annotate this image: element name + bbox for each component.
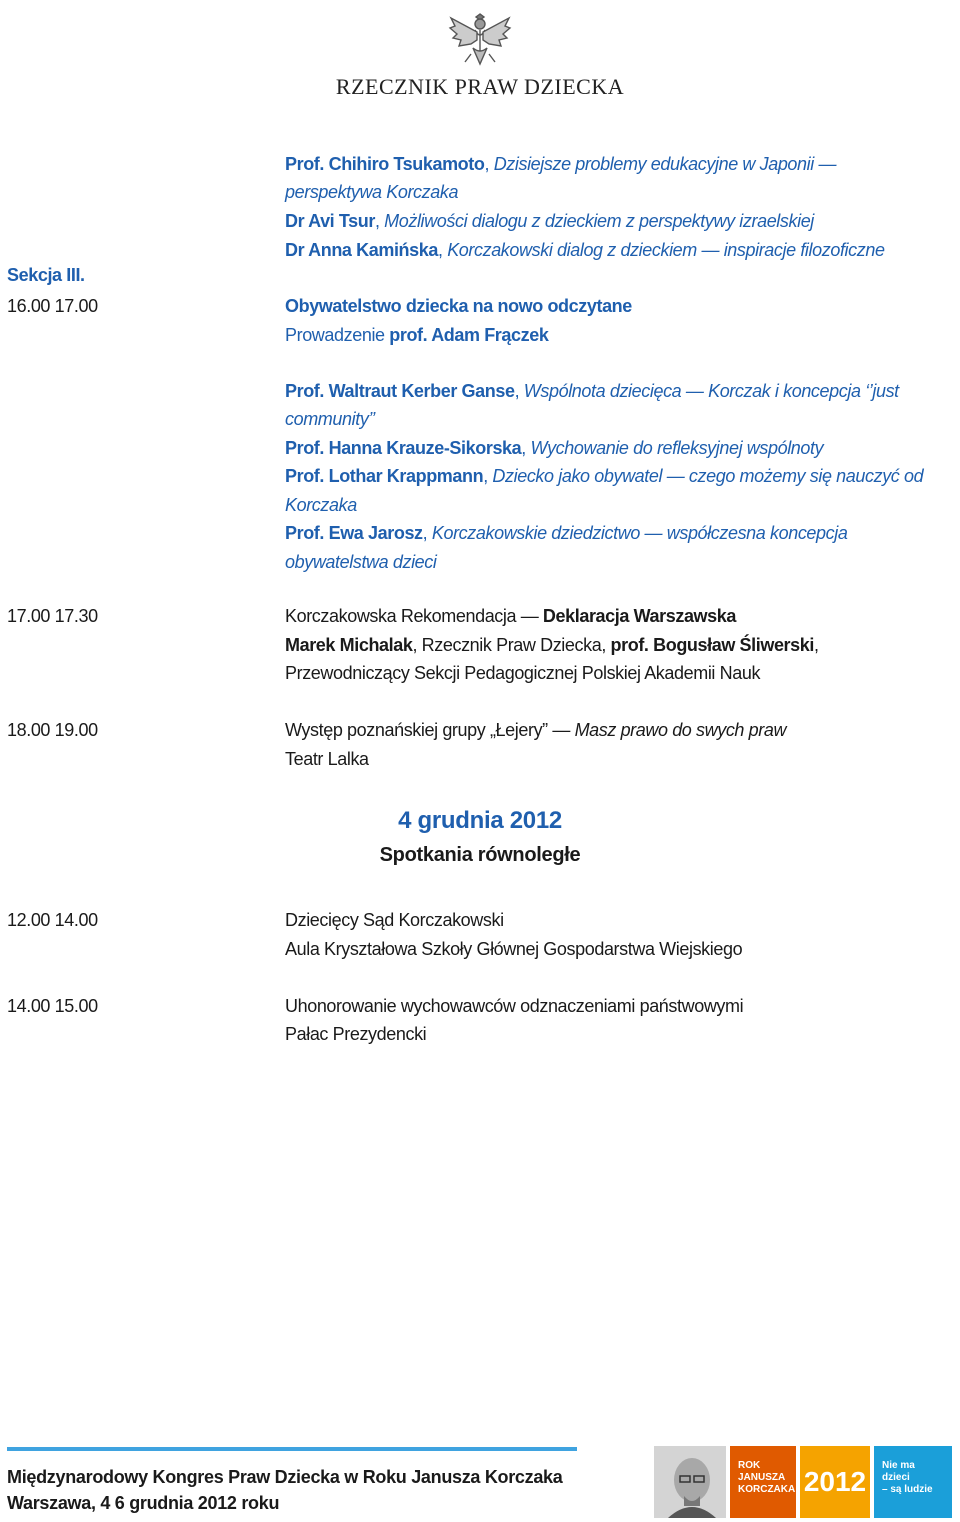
time-slot-1: 16.00 17.00	[7, 296, 98, 316]
white-eagle-emblem-icon	[447, 4, 513, 70]
talk-title-continued: Korczaka	[285, 495, 357, 515]
speaker-tsukamoto: Prof. Chihiro Tsukamoto, Dzisiejsze problemy edukacyjne w Japonii —	[285, 154, 837, 174]
korczak-portrait-image	[654, 1446, 726, 1518]
footer-congress-title: Międzynarodowy Kongres Praw Dziecka w Roku Janusza Korczaka	[7, 1467, 563, 1487]
section-title: Obywatelstwo dziecka na nowo odczytane	[285, 296, 632, 316]
talk-title-continued: perspektywa Korczaka	[285, 182, 459, 202]
event-honours: Uhonorowanie wychowawców odznaczeniami państwowymi	[285, 996, 744, 1016]
speaker-krappmann: Prof. Lothar Krappmann, Dziecko jako obywatel — czego możemy się nauczyć od	[285, 466, 924, 486]
day-date: 4 grudnia 2012	[398, 807, 562, 834]
banner-year: 2012	[800, 1446, 870, 1518]
header-title: RZECZNIK PRAW DZIECKA	[335, 74, 625, 99]
event-performance-venue: Teatr Lalka	[285, 749, 369, 769]
talk-title-continued: community’’	[285, 409, 375, 429]
korczak-year-banner	[654, 1446, 952, 1518]
event-declaration-affiliation: Przewodniczący Sekcji Pedagogicznej Polskiej Akademii Nauk	[285, 663, 761, 683]
speaker-kaminska: Dr Anna Kamińska, Korczakowski dialog z dzieckiem — inspiracje filozoficzne	[285, 240, 885, 260]
event-declaration-speakers: Marek Michalak, Rzecznik Praw Dziecka, prof. Bogusław Śliwerski,	[285, 635, 819, 655]
event-honours-venue: Pałac Prezydencki	[285, 1024, 427, 1044]
event-declaration: Korczakowska Rekomendacja — Deklaracja Warszawska	[285, 606, 736, 626]
day-subtitle: Spotkania równoległe	[379, 844, 581, 866]
speaker-tsur: Dr Avi Tsur, Możliwości dialogu z dzieckiem z perspektywy izraelskiej	[285, 211, 814, 231]
event-court: Dziecięcy Sąd Korczakowski	[285, 910, 504, 930]
speaker-kerber-ganse: Prof. Waltraut Kerber Ganse, Wspólnota dziecięca — Korczak i koncepcja ‘’just	[285, 381, 899, 401]
section-label: Sekcja III.	[7, 265, 85, 285]
talk-title-continued: obywatelstwa dzieci	[285, 552, 437, 572]
banner-slogan: Nie ma dzieci – są ludzie	[874, 1446, 952, 1518]
speaker-jarosz: Prof. Ewa Jarosz, Korczakowskie dziedzictwo — współczesna koncepcja	[285, 523, 848, 543]
time-slot-4: 12.00 14.00	[7, 910, 98, 930]
banner-rok-block: ROK JANUSZA KORCZAKA	[730, 1446, 796, 1518]
footer-divider	[7, 1447, 577, 1451]
event-court-venue: Aula Kryształowa Szkoły Głównej Gospodarstwa Wiejskiego	[285, 939, 743, 959]
footer-location-date: Warszawa, 4 6 grudnia 2012 roku	[7, 1493, 280, 1513]
section-moderator: Prowadzenie prof. Adam Frączek	[285, 325, 549, 345]
time-slot-3: 18.00 19.00	[7, 720, 98, 740]
time-slot-2: 17.00 17.30	[7, 606, 98, 626]
time-slot-5: 14.00 15.00	[7, 996, 98, 1016]
event-performance: Występ poznańskiej grupy „Łejery” — Masz prawo do swych praw	[285, 720, 787, 740]
speaker-krauze-sikorska: Prof. Hanna Krauze-Sikorska, Wychowanie do refleksyjnej wspólnoty	[285, 438, 824, 458]
